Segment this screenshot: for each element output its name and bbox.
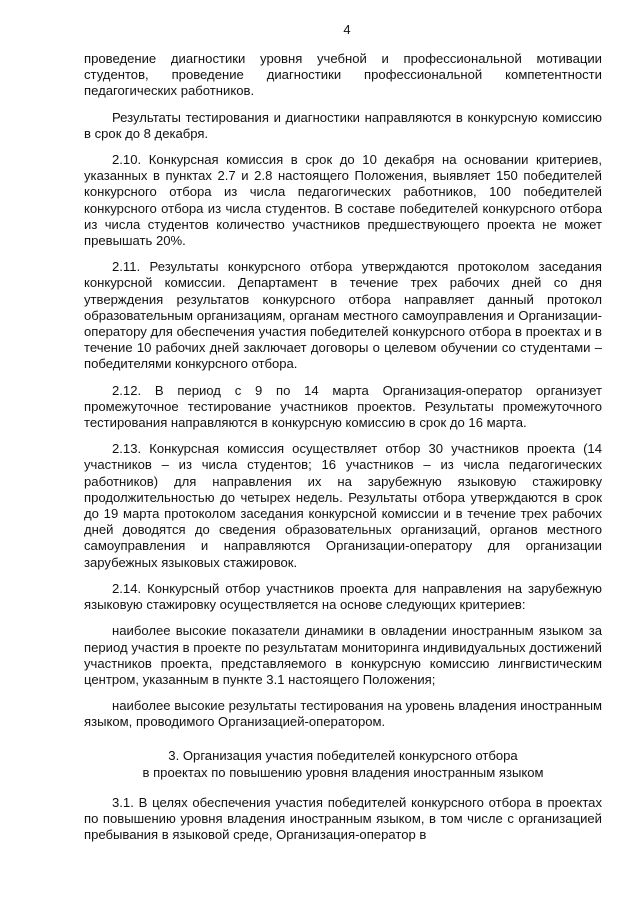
section-heading-line-1: 3. Организация участия победителей конкурсного отбора bbox=[168, 747, 518, 763]
paragraph-3-1: 3.1. В целях обеспечения участия победителей конкурсного отбора в проектах по повышению уровня владения иностранным языком, в том числе с организацией пребывания в языковой среде, Организация-оператор в bbox=[84, 794, 602, 842]
page-number: 4 bbox=[343, 22, 351, 37]
paragraph-continuation: проведение диагностики уровня учебной и профессиональной мотивации студентов, проведение диагностики профессиональной компетентности педагогических работников. bbox=[84, 51, 602, 99]
paragraph-results-delivery: Результаты тестирования и диагностики направляются в конкурсную комиссию в срок до 8 декабря. bbox=[84, 109, 602, 141]
criterion-testing: наиболее высокие результаты тестирования на уровень владения иностранным языком, проводимого Организацией-оператором. bbox=[84, 698, 602, 730]
section-heading bbox=[84, 747, 602, 781]
paragraph-2-10: 2.10. Конкурсная комиссия в срок до 10 декабря на основании критериев, указанных в пунктах 2.7 и 2.8 настоящего Положения, выявляет 150 победителей конкурсного отбора из числа педагогических работников, 100 победителей конкурсного отбора из числа студентов. В составе победителей конкурсного отбора из числа студентов количество участников предшествующего проекта не может превышать 20%. bbox=[84, 152, 602, 249]
paragraph-2-12: 2.12. В период с 9 по 14 марта Организация-оператор организует промежуточное тестирование участников проектов. Результаты промежуточного тестирования направляются в конкурсную комиссию в срок до 16 марта. bbox=[84, 382, 602, 431]
paragraph-2-11: 2.11. Результаты конкурсного отбора утверждаются протоколом заседания конкурсной комиссии. Департамент в течение трех рабочих дней со дня утверждения результатов конкурсного отбора направляет данный протокол образовательным организациям, органам местного самоуправления и Организации-оператору для обеспечения участия победителей конкурсного отбора в проектах и в течение 10 рабочих дней заключает договоры о целевом обучении со студентами – победителями конкурсного отбора. bbox=[84, 259, 602, 372]
criterion-dynamics: наиболее высокие показатели динамики в овладении иностранным языком за период участия в проекте по результатам мониторинга индивидуальных достижений участников проекта, представляемого в конкурсную комиссию лингвистическим центром, указанным в пункте 3.1 настоящего Положения; bbox=[84, 623, 602, 687]
paragraph-2-13: 2.13. Конкурсная комиссия осуществляет отбор 30 участников проекта (14 участников – из числа студентов; 16 участников – из числа педагогических работников) для направления их на зарубежную языковую стажировку продолжительностью до четырех недель. Результаты отбора утверждаются в срок до 19 марта протоколом заседания конкурсной комиссии и в течение трех рабочих дней доводятся до сведения образовательных организаций, органов местного самоуправления и направляются Организации-оператору для организации зарубежных языковых стажировок. bbox=[84, 441, 602, 570]
paragraph-2-14: 2.14. Конкурсный отбор участников проекта для направления на зарубежную языковую стажировку осуществляется на основе следующих критериев: bbox=[84, 580, 602, 613]
section-heading-line-2: в проектах по повышению уровня владения иностранным языком bbox=[142, 764, 544, 780]
